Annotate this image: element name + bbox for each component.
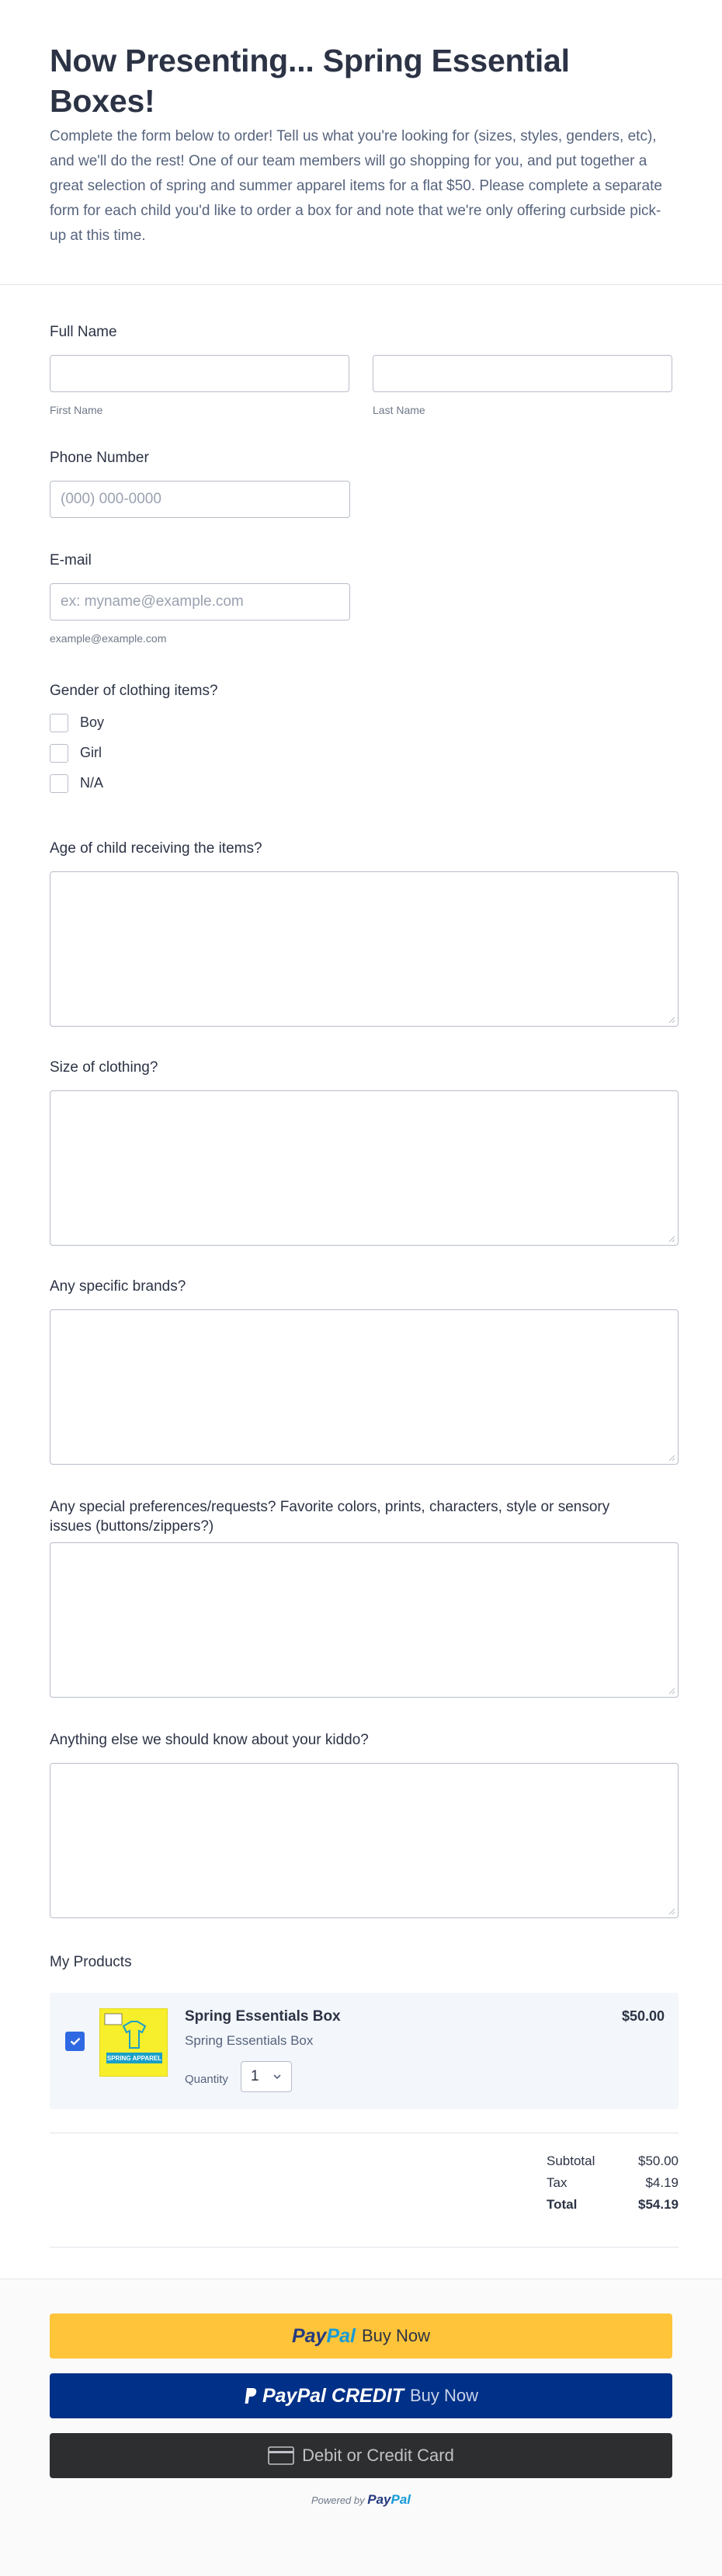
resize-grip-icon[interactable] xyxy=(668,1454,675,1462)
chevron-down-icon xyxy=(272,2074,282,2080)
brands-field xyxy=(50,1277,672,1465)
powered-brand-pay: Pay xyxy=(367,2492,391,2507)
email-sublabel: example@example.com xyxy=(50,632,167,645)
gender-label: Gender of clothing items? xyxy=(50,683,218,699)
powered-by-label: Powered by xyxy=(311,2494,365,2506)
subtotal-value: $50.00 xyxy=(638,2154,679,2168)
gender-field xyxy=(50,681,672,798)
last-name-sublabel: Last Name xyxy=(373,404,425,416)
gender-option-na[interactable] xyxy=(50,768,672,798)
product-price: $50.00 xyxy=(621,2008,665,2024)
powered-by-paypal xyxy=(0,2492,722,2508)
product-card[interactable] xyxy=(50,1993,679,2109)
paypal-logo-pal: Pal xyxy=(326,2324,356,2347)
email-input[interactable]: ex: myname@example.com xyxy=(50,583,350,621)
card-button-label: Debit or Credit Card xyxy=(302,2446,454,2465)
phone-label: Phone Number xyxy=(50,450,149,466)
first-name-sublabel: First Name xyxy=(50,404,103,416)
powered-brand-pal: Pal xyxy=(391,2492,411,2507)
credit-card-icon xyxy=(268,2446,294,2465)
quantity-select[interactable] xyxy=(241,2061,292,2092)
last-name-input[interactable] xyxy=(373,355,672,392)
page-title: Now Presenting... Spring Essential Boxes! xyxy=(50,43,570,119)
size-field xyxy=(50,1058,672,1246)
boy-option-label: Boy xyxy=(80,714,105,730)
paypal-credit-buy-now-label: Buy Now xyxy=(409,2386,479,2405)
preferences-field xyxy=(50,1497,672,1698)
preferences-label: Any special preferences/requests? Favorite colors, prints, characters, style or sensory issues (buttons/zippers?) xyxy=(50,1499,610,1535)
quantity-value: 1 xyxy=(251,2068,259,2084)
email-field xyxy=(50,551,672,645)
paypal-p-icon xyxy=(244,2387,258,2404)
paypal-buy-now-button[interactable] xyxy=(50,2314,672,2359)
na-option-label: N/A xyxy=(80,775,104,791)
anything-else-textarea[interactable] xyxy=(50,1763,679,1918)
anything-else-label: Anything else we should know about your kiddo? xyxy=(50,1732,369,1748)
girl-option-label: Girl xyxy=(80,745,102,760)
form-header xyxy=(0,0,722,285)
boy-checkbox[interactable] xyxy=(50,714,68,732)
product-checkbox[interactable] xyxy=(65,2032,85,2051)
brands-label: Any specific brands? xyxy=(50,1278,186,1295)
resize-grip-icon[interactable] xyxy=(668,1687,675,1695)
products-label: My Products xyxy=(50,1954,132,1970)
phone-input[interactable]: (000) 000-0000 xyxy=(50,481,350,518)
gender-option-girl[interactable] xyxy=(50,738,672,768)
full-name-field xyxy=(50,322,672,417)
gender-option-boy[interactable] xyxy=(50,707,672,738)
check-icon xyxy=(70,2037,81,2046)
size-label: Size of clothing? xyxy=(50,1059,158,1076)
form-description: Complete the form below to order! Tell us what you're looking for (sizes, styles, genders, etc), and we'll do the rest! One of our team members will go shopping for you, and put together a great selection of spring and summer apparel items for a flat $50. Please complete a separate form for each child you'd like to order a box for and note that we're only offering curbside pick-up at this time. xyxy=(50,128,662,244)
paypal-credit-button[interactable] xyxy=(50,2373,672,2418)
subtotal-label: Subtotal xyxy=(547,2154,595,2168)
paypal-logo-pay: Pay xyxy=(291,2324,327,2347)
first-name-input[interactable] xyxy=(50,355,349,392)
paypal-credit-logo: PayPal CREDIT xyxy=(262,2384,404,2407)
full-name-label: Full Name xyxy=(50,324,117,340)
payment-area xyxy=(0,2279,722,2576)
total-label: Total xyxy=(547,2197,578,2212)
age-label: Age of child receiving the items? xyxy=(50,840,262,857)
form-body xyxy=(0,285,722,2247)
girl-checkbox[interactable] xyxy=(50,744,68,763)
subtotal-row xyxy=(50,2150,679,2172)
na-checkbox[interactable] xyxy=(50,774,68,793)
tax-row xyxy=(50,2172,679,2194)
brands-textarea[interactable] xyxy=(50,1309,679,1465)
order-totals xyxy=(50,2133,679,2216)
quantity-label: Quantity xyxy=(185,2073,228,2086)
size-textarea[interactable] xyxy=(50,1090,679,1246)
phone-field xyxy=(50,448,672,518)
resize-grip-icon[interactable] xyxy=(668,1235,675,1243)
resize-grip-icon[interactable] xyxy=(668,1907,675,1915)
age-textarea[interactable] xyxy=(50,871,679,1027)
product-name: Spring Essentials Box xyxy=(185,2008,341,2025)
anything-else-field xyxy=(50,1730,672,1918)
preferences-textarea[interactable] xyxy=(50,1542,679,1698)
email-label: E-mail xyxy=(50,552,92,568)
product-description: Spring Essentials Box xyxy=(185,2033,314,2048)
paypal-buy-now-label: Buy Now xyxy=(361,2326,431,2345)
products-field xyxy=(50,1952,679,2247)
resize-grip-icon[interactable] xyxy=(668,1016,675,1024)
debit-credit-card-button[interactable] xyxy=(50,2433,672,2478)
thumb-text: SPRING APPAREL xyxy=(106,2055,162,2062)
tax-value: $4.19 xyxy=(645,2175,679,2190)
spring-apparel-logo xyxy=(100,2009,168,2077)
total-value: $54.19 xyxy=(638,2197,679,2212)
total-row xyxy=(50,2194,679,2216)
tax-label: Tax xyxy=(547,2175,568,2190)
age-field xyxy=(50,839,672,1027)
product-image xyxy=(99,2008,168,2077)
